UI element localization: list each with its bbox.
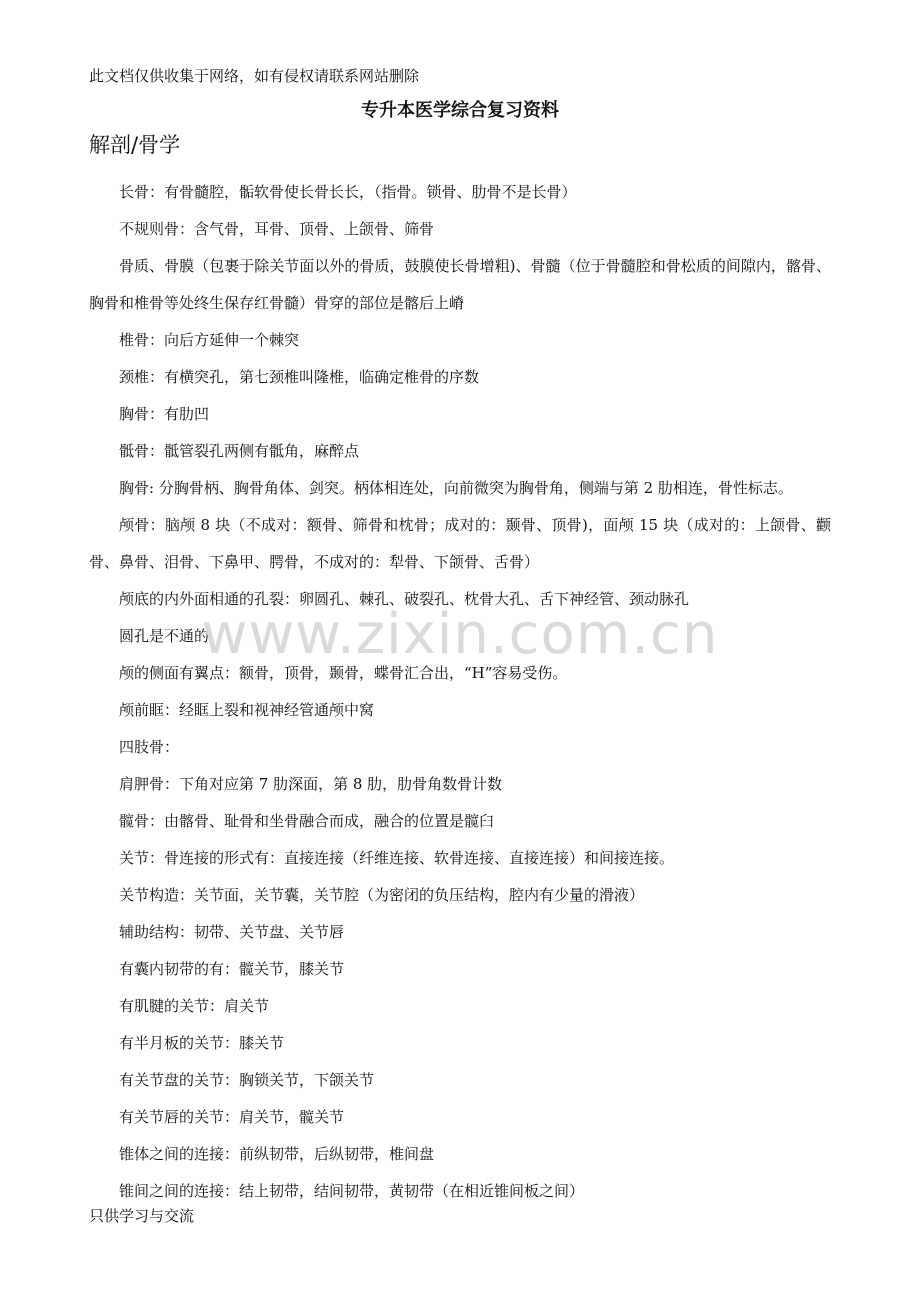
body-text (89, 174, 831, 1210)
paragraph: 颅底的内外面相通的孔裂：卵圆孔、棘孔、破裂孔、枕骨大孔、舌下神经管、颈动脉孔 (119, 590, 690, 608)
paragraph: 颅前眶：经眶上裂和视神经管通颅中窝 (119, 701, 375, 719)
paragraph: 颈椎：有横突孔，第七颈椎叫隆椎，临确定椎骨的序数 (119, 368, 480, 386)
paragraph: 有关节唇的关节：肩关节，髋关节 (119, 1108, 345, 1126)
paragraph: 椎骨：向后方延伸一个棘突 (119, 331, 300, 349)
paragraph: 辅助结构：韧带、关节盘、关节唇 (119, 923, 345, 941)
paragraph: 胸骨：有肋凹 (119, 405, 210, 423)
paragraph: 髋骨：由髂骨、耻骨和坐骨融合而成，融合的位置是髋臼 (119, 812, 495, 830)
paragraph: 四肢骨： (119, 738, 180, 756)
paragraph: 锥体之间的连接：前纵韧带，后纵韧带，椎间盘 (119, 1145, 435, 1163)
paragraph: 有囊内韧带的有：髋关节，膝关节 (119, 960, 345, 978)
paragraph: 圆孔是不通的 (119, 627, 210, 645)
paragraph: 关节：骨连接的形式有：直接连接（纤维连接、软骨连接、直接连接）和间接连接。 (119, 849, 675, 867)
paragraph: 颅骨：脑颅 8 块（不成对：额骨、筛骨和枕骨；成对的：颞骨、顶骨)，面颅 15 块（成对的：上颌骨、颧骨、鼻骨、泪骨、下鼻甲、腭骨，不成对的：犁骨、下颌骨、舌骨） (89, 516, 831, 571)
paragraph: 长骨：有骨髓腔，骺软骨使长骨长长，（指骨。锁骨、肋骨不是长骨） (119, 183, 577, 201)
paragraph: 不规则骨：含气骨，耳骨、顶骨、上颌骨、筛骨 (119, 220, 435, 238)
paragraph: 关节构造：关节面，关节囊，关节腔（为密闭的负压结构，腔内有少量的滑液） (119, 886, 645, 904)
paragraph: 胸骨: 分胸骨柄、胸骨角体、剑突。柄体相连处，向前微突为胸骨角，侧端与第 2 肋相连，骨性标志。 (119, 479, 793, 497)
paragraph: 骶骨：骶管裂孔两侧有骶角，麻醉点 (119, 442, 360, 460)
watermark: www.zixin.com.cn (201, 602, 719, 667)
document-title: 专升本医学综合复习资料 (361, 100, 559, 121)
paragraph: 有半月板的关节：膝关节 (119, 1034, 285, 1052)
paragraph: 有肌腱的关节：肩关节 (119, 997, 270, 1015)
paragraph: 骨质、骨膜（包裹于除关节面以外的骨质，鼓膜使长骨增粗)、骨髓（位于骨髓腔和骨松质的间隙内，髂骨、胸骨和椎骨等处终生保存红骨髓）骨穿的部位是髂后上嵴 (89, 257, 831, 312)
paragraph: 颅的侧面有翼点：额骨，顶骨，颞骨，蝶骨汇合出，“H”容易受伤。 (119, 664, 568, 682)
footer-note: 只供学习与交流 (89, 1207, 195, 1225)
paragraph: 肩胛骨：下角对应第 7 肋深面，第 8 肋，肋骨角数骨计数 (119, 775, 503, 793)
header-note: 此文档仅供收集于网络，如有侵权请联系网站删除 (89, 67, 420, 85)
paragraph: 有关节盘的关节：胸锁关节，下颌关节 (119, 1071, 375, 1089)
section-heading: 解剖/骨学 (89, 133, 181, 157)
paragraph: 锥间之间的连接：结上韧带，结间韧带，黄韧带（在相近锥间板之间） (119, 1182, 585, 1200)
